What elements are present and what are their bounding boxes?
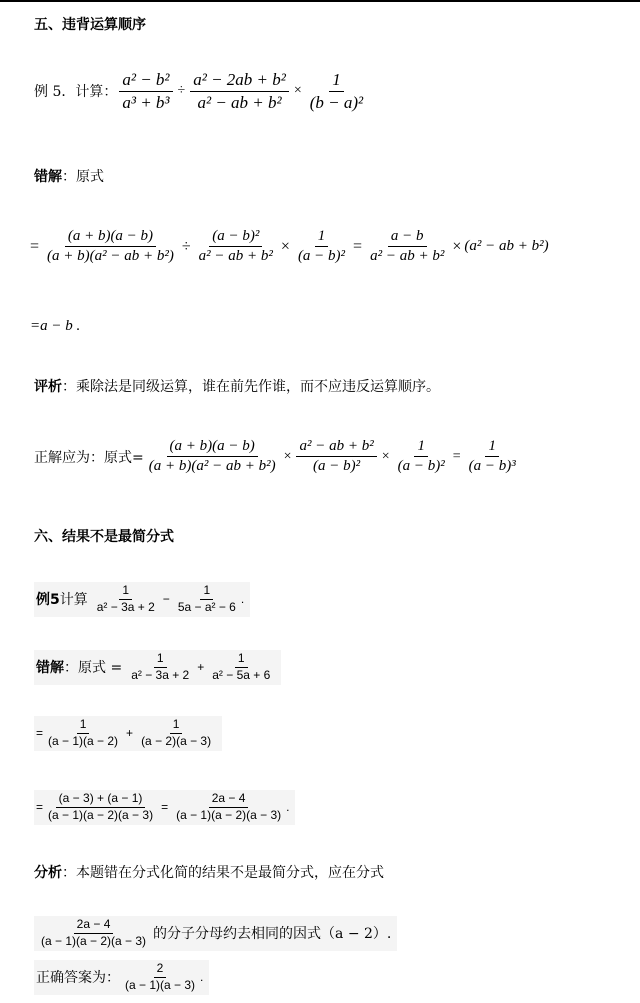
fraction: $\frac{(a + b)(a - b)}{\text{(a + b)(a² − ab + b²)}}$ [148,438,276,475]
fraction: $\frac{\text{a² − 2ab + b²}}{\text{a² − ab + b²}}$ [190,70,289,112]
fraction: $\frac{1}{\text{(a − b)²}}$ [397,438,445,475]
wrong-step-1: = $\frac{(a + b)(a - b)}{\text{(a + b)(a² − ab + b²)}}$ ÷ $\frac{\text{(a − b)²}}{\text{a² − ab + b²}}$ × $\frac{1}{\text{(a − b)²}}$ = $\frac{a - b}{\text{a² − ab + b²}}$ × (a² − ab + b²) [30,228,549,265]
fraction: $\frac{(a + b)(a - b)}{\text{(a + b)(a² − ab + b²)}}$ [47,228,174,265]
fraction: $\frac{2a - 4}{(a - 1)(a - 2)(a - 3)}$ [176,791,282,822]
wrong-solution-heading: 错解 ：原式 [34,169,104,185]
wrong-step-6-3: = $\frac{(a - 3) + (a - 1)}{(a - 1)(a - 2)(a - 3)}$ = $\frac{2a - 4}{(a - 1)(a - 2)(a - 3)}$ . [34,790,295,825]
fraction: $\frac{(a - 3) + (a - 1)}{(a - 1)(a - 2)(a - 3)}$ [48,791,154,822]
fraction: $\frac{1}{\text{a² − 5a + 6}}$ [212,651,271,682]
fraction: $\frac{\text{a² − ab + b²}}{\text{(a − b)²}}$ [296,438,376,476]
analysis-6: 分析 ：本题错在分式化简的结果不是最简分式，应在分式 [34,865,384,881]
wrong-step-6-2: = $\frac{1}{(a - 1)(a - 2)}$ + $\frac{1}{(a - 2)(a - 3)}$ [34,716,222,751]
operator: ÷ [177,83,186,99]
final-answer: 正确答案为： $\frac{2}{(a - 1)(a - 3)}$ . [34,960,209,995]
fraction: $\frac{1}{\text{(b − a)²}}$ [309,70,364,112]
fraction: $\frac{2a - 4}{(a - 1)(a - 2)(a - 3)}$ [41,917,147,948]
fraction: $\frac{\text{a² − b²}}{\text{a³ + b³}}$ [119,70,172,112]
example-label: 例 5．计算： [34,84,118,101]
fraction: $\frac{1}{\text{5a − a² − 6}}$ [177,583,236,614]
analysis-5: 评析 ：乘除法是同级运算，谁在前先作谁，而不应违反运算顺序。 [34,379,440,395]
section-6-heading: 六、结果不是最简分式 [34,529,174,545]
example-5b-question: 例5 计算 $\frac{1}{\text{a² − 3a + 2}}$ − $\frac{1}{\text{5a − a² − 6}}$ . [34,582,250,617]
reduction-note: $\frac{2a - 4}{(a - 1)(a - 2)(a - 3)}$ 的分子分母约去相同的因式（a − 2）. [34,916,397,951]
fraction: $\frac{1}{\text{(a − b)²}}$ [297,228,346,265]
fraction: $\frac{1}{\text{(a − b)³}}$ [468,438,516,475]
fraction: $\frac{a - b}{\text{a² − ab + b²}}$ [370,228,445,265]
top-rule [0,0,640,2]
fraction: $\frac{1}{(a - 1)(a - 2)}$ [48,717,119,748]
wrong-step-2: =a − b . [30,318,81,334]
fraction: $\frac{2}{(a - 1)(a - 3)}$ [125,961,196,992]
section-5-heading: 五、违背运算顺序 [34,17,146,33]
fraction: $\frac{1}{\text{a² − 3a + 2}}$ [131,651,190,682]
fraction: $\frac{\text{(a − b)²}}{\text{a² − ab + b²}}$ [198,228,273,265]
fraction: $\frac{1}{\text{a² − 3a + 2}}$ [96,583,155,614]
operator: × [293,83,302,99]
wrong-solution-6: 错解 ：原式 = $\frac{1}{\text{a² − 3a + 2}}$ + $\frac{1}{\text{a² − 5a + 6}}$ [34,650,281,685]
example-5-question [34,70,368,112]
fraction: $\frac{1}{(a - 2)(a - 3)}$ [141,717,212,748]
correct-solution-5: 正解应为：原式= $\frac{(a + b)(a - b)}{\text{(a + b)(a² − ab + b²)}}$ × $\frac{\text{a² − ab + b²}}{\text{(a − b)²}}$ × $\frac{1}{\text{(a − b)²}}$ = $\frac{1}{\text{(a − b)³}}$ [34,438,521,476]
